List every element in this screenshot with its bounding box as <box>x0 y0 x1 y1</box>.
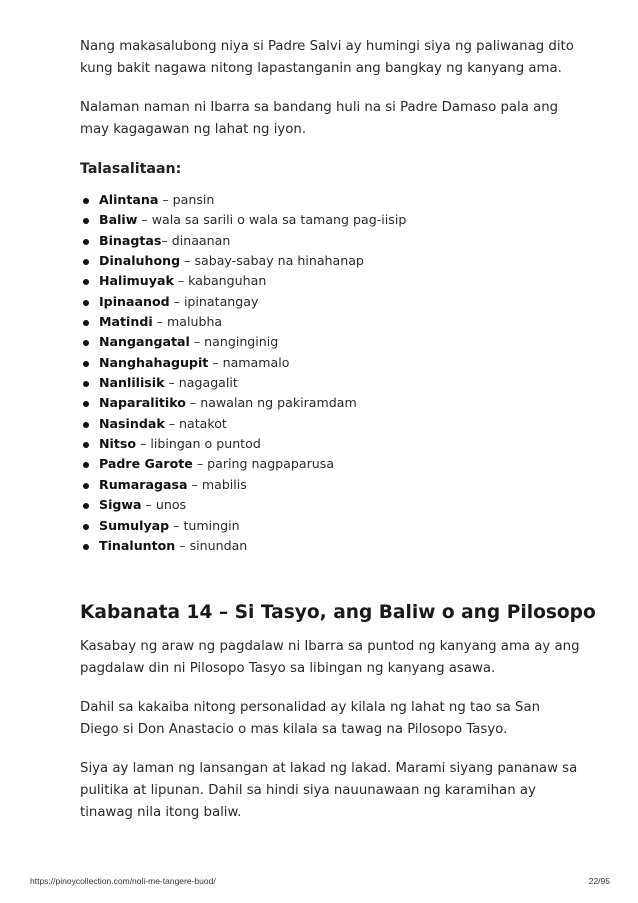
vocab-item <box>82 312 580 332</box>
vocab-term: Ipinaanod <box>99 293 170 309</box>
vocab-separator: – <box>169 293 184 309</box>
vocab-separator: – <box>164 415 180 431</box>
vocab-term: Nanghahagupit <box>99 354 209 370</box>
vocab-separator: – <box>152 314 167 330</box>
vocab-separator: – <box>180 253 195 269</box>
vocab-term: Sumulyap <box>99 517 170 533</box>
vocab-definition: wala sa sarili o wala sa tamang pag-iisip <box>151 212 407 228</box>
vocab-item <box>82 231 580 251</box>
bullet-icon <box>83 320 89 326</box>
vocab-term: Nangangatal <box>99 334 190 350</box>
vocab-definition: namamalo <box>222 354 290 370</box>
vocab-item <box>82 475 580 495</box>
bullet-icon <box>83 401 89 407</box>
vocab-item <box>82 251 580 271</box>
bullet-icon <box>83 524 89 530</box>
vocab-definition: mabilis <box>201 476 247 492</box>
vocab-term: Halimuyak <box>99 273 174 289</box>
vocab-definition: nawalan ng pakiramdam <box>200 395 357 411</box>
bullet-icon <box>83 442 89 448</box>
vocab-term: Naparalitiko <box>99 395 186 411</box>
vocab-definition: paring nagpaparusa <box>207 456 335 472</box>
vocab-term: Binagtas <box>99 232 162 248</box>
vocab-definition: ipinatangay <box>183 293 259 309</box>
bullet-icon <box>83 239 89 245</box>
vocab-separator: – <box>158 192 173 207</box>
vocab-item <box>82 516 580 536</box>
bullet-icon <box>83 361 89 367</box>
vocab-item <box>82 190 580 210</box>
vocab-term: Matindi <box>99 314 153 330</box>
vocab-item <box>82 210 580 230</box>
vocab-definition: sinundan <box>189 537 248 553</box>
vocab-term: Sigwa <box>99 497 142 513</box>
vocab-separator: – <box>169 517 184 533</box>
vocab-separator: – <box>137 212 152 228</box>
bullet-icon <box>83 503 89 509</box>
vocab-separator: – <box>187 476 202 492</box>
vocab-item <box>82 373 580 393</box>
vocab-definition: libingan o puntod <box>150 436 261 452</box>
vocab-term: Tinalunton <box>99 537 176 553</box>
vocab-item <box>82 495 580 515</box>
page-number: 22/95 <box>588 876 610 886</box>
paragraph: Kasabay ng araw ng pagdalaw ni Ibarra sa puntod ng kanyang ama ay ang pagdalaw din ni Pilosopo Tasyo sa libingan ng kanyang asawa. <box>80 639 580 677</box>
bullet-icon <box>83 381 89 387</box>
vocab-definition: kabanguhan <box>188 273 267 289</box>
paragraph: Nang makasalubong niya si Padre Salvi ay humingi siya ng paliwanag dito kung bakit nagawa nitong lapastanganin ang bangkay ng kanyang ama. <box>80 39 574 76</box>
bullet-icon <box>83 300 89 306</box>
vocab-definition: sabay-sabay na hinahanap <box>194 253 364 269</box>
vocab-definition: pansin <box>172 192 215 207</box>
vocab-definition: malubha <box>166 314 223 330</box>
vocab-term: Nitso <box>99 436 137 452</box>
vocab-separator: – <box>208 354 223 370</box>
footer-url-link[interactable]: https://pinoycollection.com/noli-me-tangere-buod/ <box>30 876 216 886</box>
vocab-separator: – <box>192 456 208 472</box>
vocab-item <box>82 393 580 413</box>
bullet-icon <box>83 279 89 285</box>
vocab-definition: nanginginig <box>204 334 279 350</box>
vocab-separator: – <box>189 334 205 350</box>
vocab-definition: nagagalit <box>178 375 238 391</box>
vocab-item <box>82 292 580 312</box>
bullet-icon <box>83 218 89 224</box>
article-content <box>80 36 596 841</box>
vocab-item <box>82 536 580 556</box>
vocab-separator: – <box>175 537 190 553</box>
bullet-icon <box>83 544 89 550</box>
bullet-icon <box>83 259 89 265</box>
bullet-icon <box>83 483 89 489</box>
vocab-separator: – <box>141 497 156 513</box>
paragraph: Siya ay laman ng lansangan at lakad ng lakad. Marami siyang pananaw sa pulitika at lipunan. Dahil sa hindi siya nauunawaan ng karamihan ay tinawag nila itong baliw. <box>80 761 578 821</box>
vocab-term: Rumaragasa <box>99 476 188 492</box>
vocab-term: Baliw <box>99 212 138 228</box>
vocab-definition: dinaanan <box>171 232 231 248</box>
vocab-separator: – <box>161 232 172 248</box>
vocab-separator: – <box>164 375 179 391</box>
paragraph: Nalaman naman ni Ibarra sa bandang huli na si Padre Damaso pala ang may kagagawan ng lahat ng iyon. <box>80 100 559 137</box>
vocab-definition: tumingin <box>183 517 240 533</box>
vocab-heading: Talasalitaan: <box>80 161 182 177</box>
vocab-separator: – <box>136 436 151 452</box>
chapter-title: Kabanata 14 – Si Tasyo, ang Baliw o ang Pilosopo <box>80 602 596 624</box>
vocab-item <box>82 353 580 373</box>
vocab-item <box>82 454 580 474</box>
vocab-term: Dinaluhong <box>99 253 181 269</box>
paragraph: Dahil sa kakaiba nitong personalidad ay kilala ng lahat ng tao sa San Diego si Don Anastacio o mas kilala sa tawag na Pilosopo Tasyo. <box>80 700 541 738</box>
vocab-definition: unos <box>155 497 187 513</box>
bullet-icon <box>83 198 89 204</box>
vocab-term: Alintana <box>99 192 159 207</box>
vocab-item <box>82 414 580 434</box>
bullet-icon <box>83 340 89 346</box>
vocab-item <box>82 332 580 352</box>
vocab-term: Padre Garote <box>99 456 193 472</box>
vocab-item <box>82 271 580 291</box>
vocab-definition: natakot <box>179 415 227 431</box>
bullet-icon <box>83 462 89 468</box>
vocab-separator: – <box>185 395 201 411</box>
vocab-list <box>80 190 580 556</box>
vocab-item <box>82 434 580 454</box>
bullet-icon <box>83 422 89 428</box>
vocab-separator: – <box>173 273 189 289</box>
vocab-term: Nasindak <box>99 415 165 431</box>
vocab-term: Nanlilisik <box>99 375 165 391</box>
